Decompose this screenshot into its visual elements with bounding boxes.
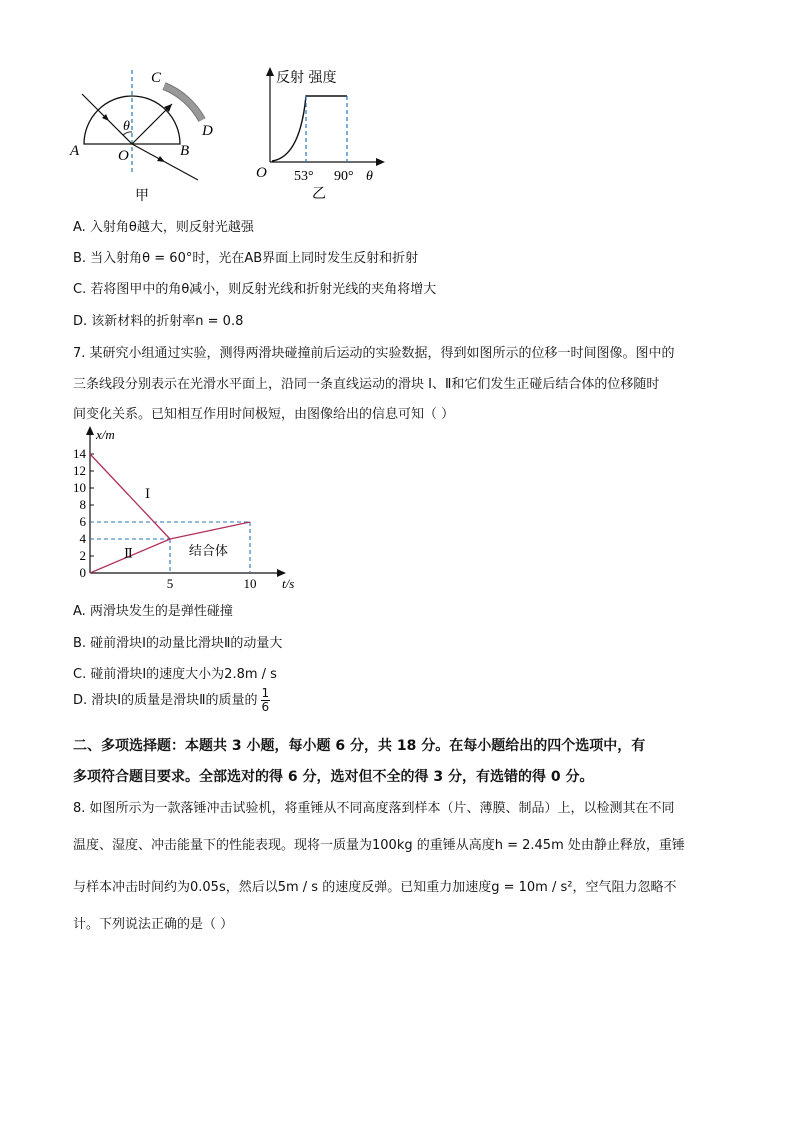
y-tick-label: 2: [79, 548, 86, 563]
displacement-time-chart: [60, 423, 320, 593]
q7-option-b[interactable]: B. 碰前滑块Ⅰ的动量比滑块Ⅱ的动量大: [73, 636, 283, 651]
x-axis-label: t/s: [282, 576, 295, 591]
q7-stem-line2: 三条线段分别表示在光滑水平面上，沿同一条直线运动的滑块 Ⅰ、Ⅱ和它们发生正碰后结合体的位移随时: [73, 377, 660, 392]
q8-stem-line2: 温度、湿度、冲击能量下的性能表现。现将一质量为100kg 的重锤从高度h = 2.45m 处由静止释放，重锤: [73, 838, 685, 853]
q7-stem-line3: 间变化关系。已知相互作用时间极短，由图像给出的信息可知（ ）: [73, 407, 455, 422]
label-theta: θ: [123, 119, 130, 134]
section2-header-line1: 二、多项选择题：本题共 3 小题，每小题 6 分，共 18 分。在每小题给出的四个选项中，有: [73, 738, 646, 754]
figure-jia: [60, 62, 230, 202]
y-tick-label: 12: [73, 463, 86, 478]
label-c: C: [151, 70, 162, 86]
x-tick-label: 10: [243, 576, 257, 591]
q6-option-d[interactable]: D. 该新材料的折射率n = 0.8: [73, 314, 244, 329]
yi-ylabel: 反射 强度: [276, 70, 337, 86]
series-label-3: 结合体: [188, 544, 228, 560]
yi-tick-53: 53°: [294, 169, 314, 184]
caption-jia: 甲: [135, 188, 149, 202]
label-o: O: [118, 148, 129, 164]
intensity-curve: [272, 96, 347, 161]
q6-option-b[interactable]: B. 当入射角θ = 60°时，光在AB界面上同时发生反射和折射: [73, 251, 419, 266]
y-tick-label: 14: [73, 446, 86, 461]
q7-option-a[interactable]: A. 两滑块发生的是弹性碰撞: [73, 604, 233, 619]
fraction-one-sixth: $\frac{1}{6}$: [261, 686, 270, 715]
y-axis-arrow: [86, 426, 94, 435]
figure-yi: [250, 62, 400, 207]
series-label-2: Ⅱ: [123, 545, 133, 561]
q8-stem-line3: 与样本冲击时间约为0.05s，然后以5m / s 的速度反弹。已知重力加速度g = 10m / s²，空气阻力忽略不: [73, 880, 677, 895]
y-tick-label: 0: [79, 565, 86, 580]
y-axis-label: x/m: [96, 427, 115, 442]
y-tick-label: 4: [79, 531, 86, 546]
label-d: D: [202, 123, 213, 139]
q7-option-d[interactable]: [73, 687, 270, 714]
series-label-1: Ⅰ: [145, 486, 151, 502]
caption-yi: 乙: [312, 186, 326, 202]
q8-stem-line1: 8. 如图所示为一款落锤冲击试验机，将重锤从不同高度落到样本（片、薄膜、制品）上，以检测其在不同: [73, 801, 675, 816]
q6-option-c[interactable]: C. 若将图甲中的角θ减小，则反射光线和折射光线的夹角将增大: [73, 282, 437, 297]
q7-option-d-text: D. 滑块Ⅰ的质量是滑块Ⅱ的质量的: [73, 693, 258, 709]
series-line-1: [90, 454, 170, 539]
label-b: B: [180, 143, 190, 159]
q6-option-a[interactable]: A. 入射角θ越大，则反射光越强: [73, 220, 254, 235]
x-tick-label: 5: [166, 576, 174, 591]
series-line-3: [170, 522, 250, 539]
refracted-arrow: [157, 156, 165, 162]
q7-option-c[interactable]: C. 碰前滑块Ⅰ的速度大小为2.8m / s: [73, 667, 277, 682]
yi-xlabel: θ: [366, 169, 373, 184]
q7-stem-line1: 7. 某研究小组通过实验，测得两滑块碰撞前后运动的实验数据，得到如图所示的位移一时间图像。图中的: [73, 346, 675, 361]
section2-header-line2: 多项符合题目要求。全部选对的得 6 分，选对但不全的得 3 分，有选错的得 0 分。: [73, 769, 594, 785]
y-tick-label: 6: [79, 514, 86, 529]
y-tick-label: 8: [79, 497, 86, 512]
q8-stem-line4: 计。下列说法正确的是（ ）: [73, 917, 234, 932]
reflected-ray: [132, 104, 172, 144]
yi-tick-90: 90°: [334, 169, 354, 184]
y-tick-label: 10: [73, 480, 86, 495]
yi-origin: O: [256, 165, 267, 181]
label-a: A: [70, 143, 80, 159]
